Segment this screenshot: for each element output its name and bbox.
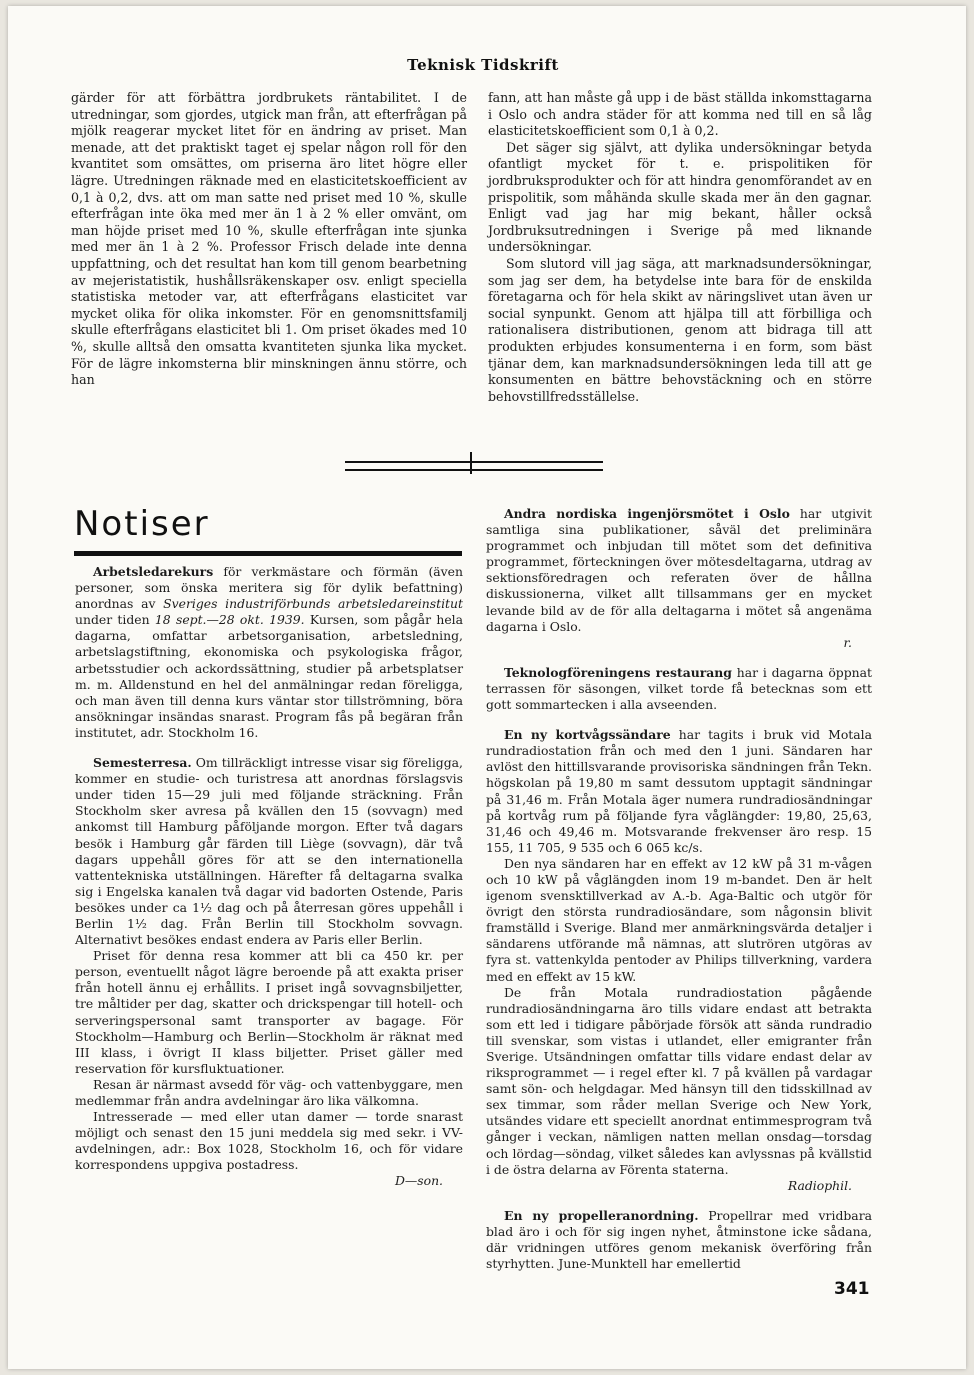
heading-rule [74, 551, 462, 556]
section-heading: Notiser [74, 504, 210, 544]
notice-date: 18 sept.—28 okt. 1939. [154, 612, 305, 628]
paragraph: gärder för att förbättra jordbrukets räntabilitet. I de utredningar, som gjordes, utgick man från, att efterfrågan på mjölk reagerar mycket litet för en ändring av priset. Man menade, att det praktiskt taget ej spelar någon roll för den kvantitet som omsättes, om priserna äro litet högre eller lägre. Utredningen räknade med en elasticitetskoefficient av 0,1 à 0,2, dvs. att om man satte ned priset med 10 %, skulle efterfrågan inte öka med mer än 1 à 2 % eller omvänt, om man höjde priset med 10 %, skulle efterfrågan inte sjunka med mer än 1 à 2 %. Professor Frisch delade inte denna uppfattning, och det resultat han kom till genom bearbetning av mejeristatistik, hushållsräkenskaper osv. enligt speciella statistiska metoder var, att efterfrågans elasticitet var mycket olika för olika inkomster. För en genomsnittsfamilj skulle efterfrågans elasticitet bli 1. Om priset ökades med 10 %, skulle alltså den omsatta kvantiteten sjunka lika mycket. För de lägre inkomsterna blir minskningen ännu större, och han [71, 90, 467, 388]
notice-title: En ny propelleranordning. [504, 1207, 699, 1223]
signature: Radiophil. [787, 1177, 852, 1193]
article-column-right [488, 90, 872, 405]
notice-arbetsledarekurs [75, 564, 463, 741]
paragraph: Priset för denna resa kommer att bli ca 450 kr. per person, eventuellt något lägre beroende på att exakta priser från hotell ännu ej erhållits. I priset ingå sovvagnsbiljetter, tre måltider per dag, skatter och drickspengar till hotell- och serveringspersonal samt transporter av bagage. För Stockholm—Hamburg och Berlin—Stockholm är räknat med III klass, i övrigt II klass biljetter. Priset gäller med reservation för kursfluktuationer. [75, 948, 463, 1076]
notice-text: har i dagarna öppnat terrassen för säsongen, vilket torde få betecknas som ett gott sommartecken i alla avseenden. [486, 664, 872, 713]
page [8, 6, 966, 1369]
journal-title: Teknisk Tidskrift [407, 56, 559, 74]
notice-title: En ny kortvågssändare [504, 727, 671, 743]
notice-title: Teknologföreningens restaurang [504, 664, 732, 680]
paragraph: De från Motala rundradiostation pågående rundradiosändningarna äro tills vidare endast att betrakta som ett led i tidigare påbörjade försök att sända rundradio till svenskar, som vistas i utlandet, eller emigranter från Sverige. Utsändningen omfattar tills vidare endast delar av riksprogrammet — i regel efter kl. 7 på kvällen på vardagar samt sön- och helgdagar. Med hänsyn till den tidsskillnad av sex timmar, som råder mellan Sverige och New York, utsändes vidare ett speciellt anordnat entimmesprogram två gånger i veckan, nämligen natten mellan onsdag—torsdag och lördag—söndag, vilket således kan avlyssnas på kvällstid i de östra delarna av Förenta staterna. [486, 984, 872, 1177]
notice-italic: Sveriges industriförbunds arbetsledareinstitut [163, 596, 463, 612]
notice-text: har utgivit samtliga sina publikationer, såväl det preliminära programmet och inbjudan till mötet som det definitiva programmet, förteckningen över mötesdeltagarna, utdrag av sektionsföredragen och referaten över de hållna diskussionerna, vilket allt tillsammans ger en mycket levande bild av de för alla deltagarna i mötet så angenäma dagarna i Oslo. [486, 506, 872, 634]
signature: r. [843, 634, 852, 650]
notice-propelleranordning [486, 1208, 872, 1272]
page-number: 341 [834, 1279, 870, 1299]
notice-title: Andra nordiska ingenjörsmötet i Oslo [504, 506, 790, 521]
column-divider [470, 452, 472, 474]
paragraph: Den nya sändaren har en effekt av 12 kW på 31 m-vågen och 10 kW på våglängden inom 19 m-bandet. Den är helt igenom svensktillverkad av A.-b. Aga-Baltic och utgör för övrigt den största rundradiosändare, som någonsin blivit framställd i Sverige. Bland mer anmärkningsvärda detaljer i sändarens utförande må nämnas, att slutrören utgöras av fyra st. vattenkylda pentoder av Philips tillverkning, vardera med en effekt av 15 kW. [486, 855, 872, 984]
notice-text: Propellrar med vridbara blad äro i och för sig ingen nyhet, åtminstone icke sådana, där vridningen utföres genom mekanisk överföring från styrhytten. June-Munktell har emellertid [486, 1207, 873, 1272]
notice-kortvagssandare [486, 727, 872, 1194]
paragraph: Intresserade — med eller utan damer — torde snarast möjligt och senast den 15 juni meddela sig med sekr. i VV-avdelningen, adr.: Box 1028, Stockholm 16, och för vidare korrespondens uppgiva postadress. [75, 1109, 463, 1173]
notice-ingenjorsmote [486, 506, 872, 651]
section-divider [345, 461, 603, 471]
notiser-column-right [486, 506, 872, 1286]
notice-semesterresa [75, 755, 463, 1190]
paragraph: Som slutord vill jag säga, att marknadsundersökningar, som jag ser dem, ha betydelse inte bara för de enskilda företagarna och för hela skikt av näringslivet utan även ur social synpunkt. Genom att hjälpa till att förbilliga och rationalisera distributionen, genom att bidraga till att produkten erbjudes konsumenterna i en form, som bäst tjänar dem, kan marknadsundersökningen leda till att ge konsumenten en bättre behovstäckning och en större behovstillfredsställelse. [488, 255, 872, 404]
paragraph: Det säger sig självt, att dylika undersökningar betyda ofantligt mycket för t. e. prispolitiken för jordbruksprodukter och för att hindra genomförandet av en prispolitik, som måhända skulle skada mer än den gagnar. Enligt vad jag har mig bekant, håller också Jordbruksutredningen i Sverige på med liknande undersökningar. [488, 139, 872, 255]
notice-text: Om tillräckligt intresse visar sig föreligga, kommer en studie- och turistresa att anordnas förslagsvis under tiden 15—29 juli med följande sträckning. Från Stockholm sker avresa på kvällen den 15 (sovvagn) med ankomst till Hamburg påföljande morgon. Efter två dagars besök i Hamburg går färden till Liège (sovvagn), där två dagars uppehåll göres för att se den internationella vattentekniska utställningen. Härefter få deltagarna svalka sig i Engelska kanalen två dagar vid badorten Ostende, Paris besökes under ca 1½ dag och på återresan göres uppehåll i Berlin 1½ dag. Från Berlin till Stockholm sovvagn. Alternativt besökes endast endera av Paris eller Berlin. [75, 755, 463, 948]
notice-title: Arbetsledarekurs [93, 564, 214, 579]
paragraph: Resan är närmast avsedd för väg- och vattenbyggare, men medlemmar från andra avdelningar äro lika välkomna. [75, 1076, 463, 1108]
notice-text: Kursen, som pågår hela dagarna, omfattar arbetsorganisation, arbetsledning, arbetslagstiftning, ekonomiska och psykologiska frågor, arbetsstudier och ackordssättning, studier på arbetsplatser m. m. Alldenstund en hel del anmälningar redan föreligga, och man även till denna kurs väntar stor tillströmning, böra ansökningar insändas snarast. Program fås på begäran från institutet, adr. Stockholm 16. [75, 612, 463, 740]
paragraph: fann, att han måste gå upp i de bäst ställda inkomsttagarna i Oslo och andra städer för att komma ned till en så låg elasticitetskoefficient som 0,1 à 0,2. [488, 90, 872, 139]
notice-restaurang [486, 665, 872, 713]
notice-title: Semesterresa. [93, 755, 192, 771]
signature: D—son. [394, 1173, 443, 1189]
notiser-column-left [75, 564, 463, 1204]
notice-text: har tagits i bruk vid Motala rundradiostation från och med den 1 juni. Sändaren har avlöst den hittillsvarande provisoriska sändningen från Tekn. högskolan på 19,80 m samt dessutom upptagit sändningar på 31,46 m. Från Motala äger numera rundradiosändningar på kortvåg rum på följande fyra våglängder: 19,80, 25,63, 31,46 och 49,46 m. Motsvarande frekvenser äro resp. 15 155, 11 705, 9 535 och 6 065 kc/s. [486, 727, 872, 855]
notice-text: under tiden [75, 612, 155, 628]
article-column-left [71, 90, 467, 389]
notice-text: för verkmästare och förmän (även personer, som önska meritera sig för dylik befattning) anordnas av [75, 564, 463, 612]
